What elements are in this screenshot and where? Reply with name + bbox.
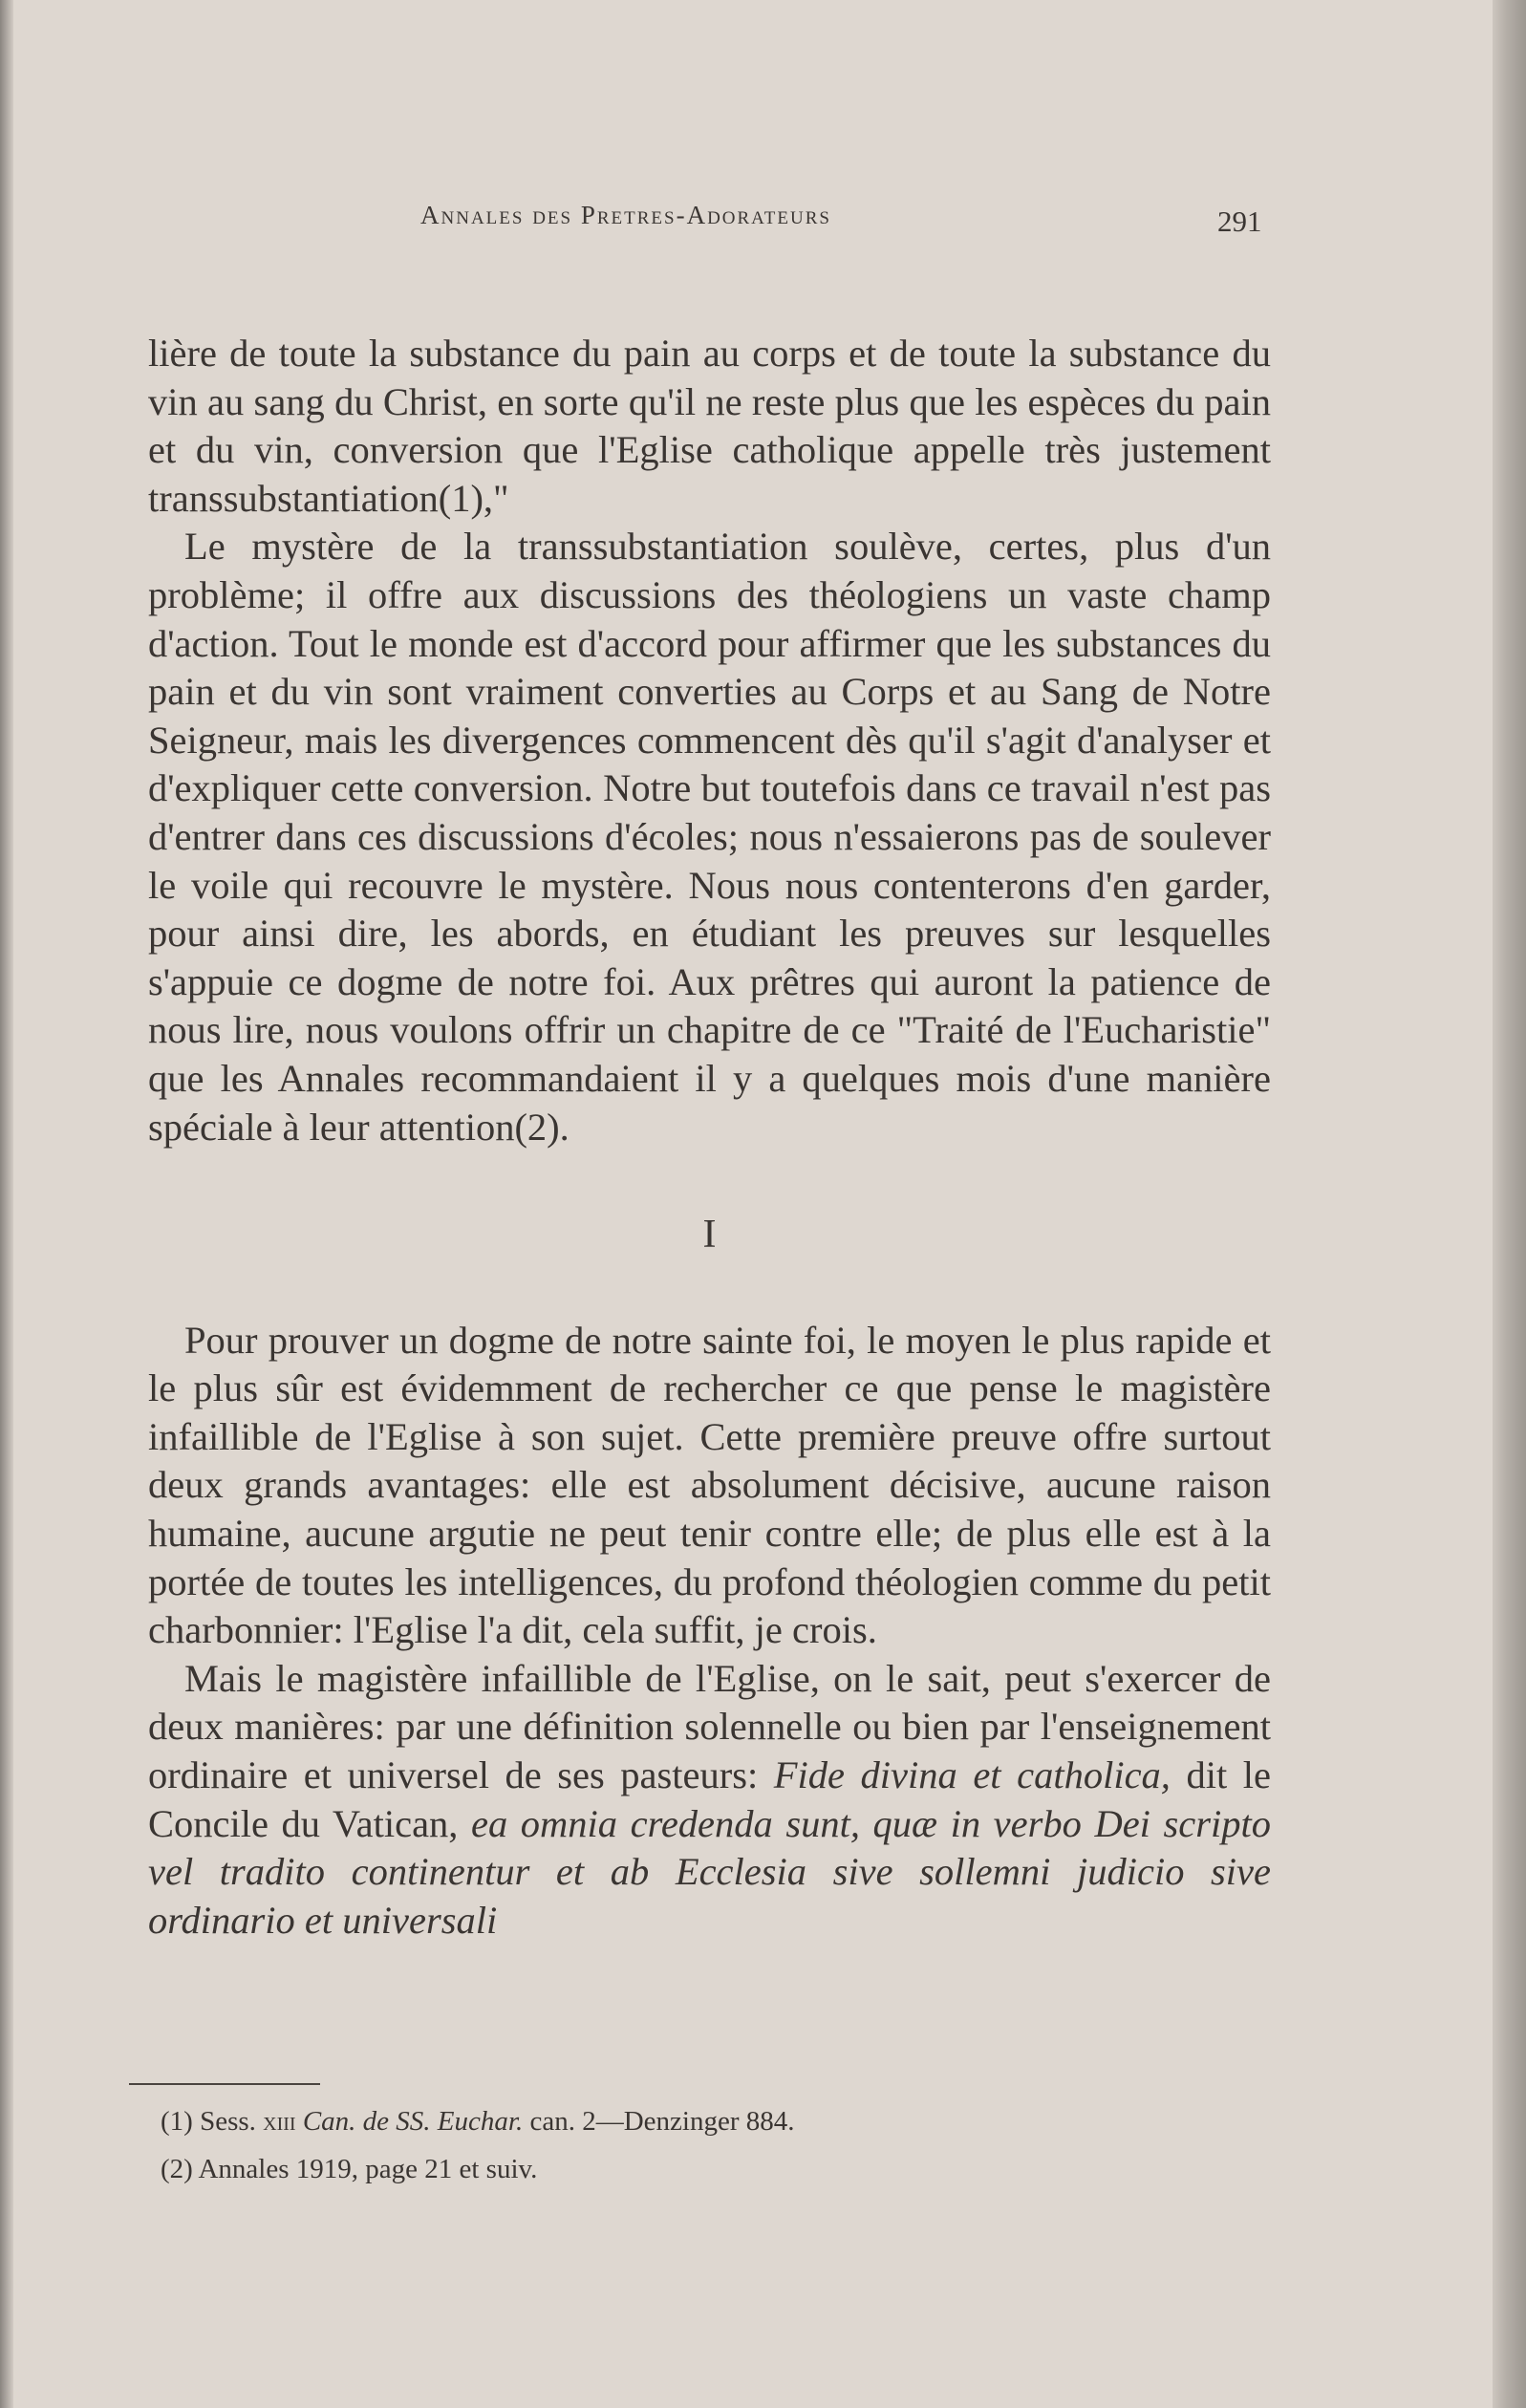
footnote-marker: (2) <box>161 2154 193 2184</box>
paragraph-magistere: Pour prouver un dogme de notre sainte foi, le moyen le plus rapide et le plus sûr est évidemment de rechercher ce que pense le magistère infaillible de l'Eglise à son sujet. Cette première preuve offre surtout deux grands avantages: elle est absolument décisive, aucune raison humaine, aucune argutie ne peut tenir contre elle; de plus elle est à la portée de toutes les intelligences, du profond théologien comme du petit charbonnier: l'Eglise l'a dit, cela suffit, je crois. <box>148 1318 1271 1652</box>
running-title: Annales des Pretres-Adorateurs <box>420 201 831 229</box>
footnote-text: Sess. <box>200 2106 256 2137</box>
paragraph-text: Mais le magistère infaillible de l'Eglise, on le sait, peut s'exercer de deux manières: par une définition solennelle ou bien par l'enseignement ordinaire et universel de ses pasteurs: <box>148 1656 1271 1797</box>
footnote-text: Annales 1919, page 21 et suiv. <box>198 2154 538 2184</box>
footnote-text: can. 2—Denzinger 884. <box>529 2106 795 2137</box>
footnotes <box>161 2097 1116 2193</box>
footnote-separator <box>129 2083 320 2085</box>
footnote-session: xiii <box>263 2106 296 2137</box>
latin-quote: ea omnia credenda sunt, quæ in verbo Dei scripto vel tradito continentur et ab Ecclesia sive sollemni judicio sive ordinario et universali <box>148 1801 1271 1942</box>
section-heading: I <box>702 1213 717 1258</box>
footnote-work: Can. de SS. Euchar. <box>302 2106 524 2137</box>
paragraph-text: dit le Concile du Vatican, <box>148 1753 1272 1845</box>
body-text <box>148 330 1271 1945</box>
footnote-1 <box>161 2097 1116 2145</box>
page-edge <box>1493 0 1526 2408</box>
footnote-marker: (1) <box>161 2106 193 2137</box>
paragraph-transsubstantiation: Le mystère de la transsubstantiation soulève, certes, plus d'un problème; il offre aux discussions des théologiens un vaste champ d'action. Tout le monde est d'accord pour affirmer que les substances du pain et du vin sont vraiment converties au Corps et au Sang de Notre Seigneur, mais les divergences commencent dès qu'il s'agit d'analyser et d'expliquer cette conversion. Notre but toutefois dans ce travail n'est pas d'entrer dans ces discussions d'écoles; nous n'essaierons pas de soulever le voile qui recouvre le mystère. Nous nous contenterons d'en garder, pour ainsi dire, les abords, en étudiant les preuves sur lesquelles s'appuie ce dogme de notre foi. Aux prêtres qui auront la patience de nous lire, nous voulons offrir un chapitre de ce "Traité de l'Eucharistie" que les Annales recommandaient il y a quelques mois d'une manière spéciale à leur attention(2). <box>148 525 1271 1149</box>
footnote-2 <box>161 2145 1116 2193</box>
paragraph-continued: lière de toute la substance du pain au corps et de toute la substance du vin au sang du Christ, en sorte qu'il ne reste plus que les espèces du pain et du vin, conversion que l'Eglise catholique appelle très justement transsubstantiation(1)," <box>148 332 1271 520</box>
page-header <box>420 201 1280 248</box>
page-number: 291 <box>1217 204 1262 238</box>
latin-quote: Fide divina et catholica, <box>773 1753 1171 1797</box>
paragraph-concile <box>148 1655 1271 1946</box>
